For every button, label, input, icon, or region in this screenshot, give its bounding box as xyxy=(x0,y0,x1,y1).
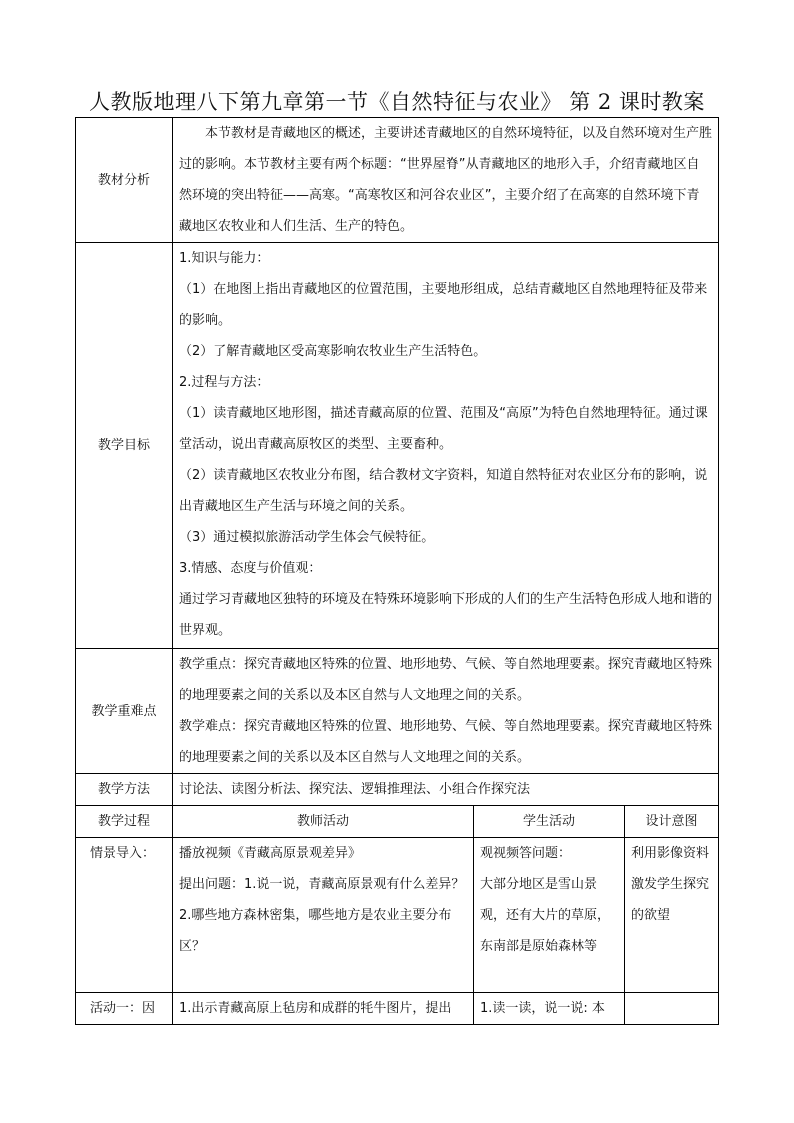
row-methods xyxy=(76,774,719,806)
teacher-line: 提出问题：1.说一说，青藏高原景观有什么差异？ xyxy=(179,877,465,892)
goal-line: （3）通过模拟旅游活动学生体会气候特征。 xyxy=(179,530,435,545)
goal-line: 通过学习青藏地区独特的环境及在特殊环境影响下形成的人们的生产生活特色形成人地和谐的世界观。 xyxy=(179,592,713,638)
row-intro xyxy=(76,838,719,993)
label-methods: 教学方法 xyxy=(76,774,173,806)
row-activity1 xyxy=(76,993,719,1025)
student-line: 大部分地区是雪山景观，还有大片的草原，东南部是原始森林等 xyxy=(480,877,611,954)
label-goals: 教学目标 xyxy=(76,243,173,649)
methods-text: 讨论法、读图分析法、探究法、逻辑推理法、小组合作探究法 xyxy=(173,774,719,806)
header-intent: 设计意图 xyxy=(625,806,719,838)
goal-line: （1）在地图上指出青藏地区的位置范围，主要地形组成，总结青藏地区自然地理特征及带来的影响。 xyxy=(179,282,708,328)
goal-line: 1.知识与能力： xyxy=(179,251,270,266)
label-keypoints: 教学重难点 xyxy=(76,649,173,774)
goal-line: （1）读青藏地区地形图，描述青藏高原的位置、范围及“高原”为特色自然地理特征。通过课堂活动，说出青藏高原牧区的类型、主要畜种。 xyxy=(179,406,708,452)
header-process: 教学过程 xyxy=(76,806,173,838)
row-analysis xyxy=(76,118,719,243)
row-keypoints xyxy=(76,649,719,774)
goal-line: 3.情感、态度与价值观： xyxy=(179,561,322,576)
analysis-text xyxy=(173,118,719,243)
keypoints-content xyxy=(173,649,719,774)
intro-student xyxy=(474,838,625,993)
row-process-header xyxy=(76,806,719,838)
keypoint-line: 教学难点：探究青藏地区特殊的位置、地形地势、气候、等自然地理要素。探究青藏地区特殊的地理要素之间的关系以及本区自然与人文地理之间的关系。 xyxy=(179,719,713,765)
row-goals xyxy=(76,243,719,649)
teacher-line: 2.哪些地方森林密集，哪些地方是农业主要分布区？ xyxy=(179,908,452,954)
intro-teacher xyxy=(173,838,474,993)
lesson-plan-table xyxy=(75,117,719,1025)
header-teacher: 教师活动 xyxy=(173,806,474,838)
activity1-student: 1.读一读，说一说: 本 xyxy=(474,993,625,1025)
document-title: 人教版地理八下第九章第一节《自然特征与农业》 第 2 课时教案 xyxy=(89,90,705,114)
teacher-line: 播放视频《青藏高原景观差异》 xyxy=(179,846,362,861)
goals-content xyxy=(173,243,719,649)
activity1-intent xyxy=(625,993,719,1025)
header-student: 学生活动 xyxy=(474,806,625,838)
goal-line: 2.过程与方法： xyxy=(179,375,270,390)
label-intro: 情景导入： xyxy=(76,838,173,993)
student-line: 观视频答问题： xyxy=(480,846,572,861)
goal-line: （2）了解青藏地区受高寒影响农牧业生产生活特色。 xyxy=(179,344,487,359)
activity1-teacher: 1.出示青藏高原上毡房和成群的牦牛图片，提出 xyxy=(173,993,474,1025)
label-activity1: 活动一：因 xyxy=(76,993,173,1025)
goal-line: （2）读青藏地区农牧业分布图，结合教材文字资料，知道自然特征对农业区分布的影响，说出青藏地区生产生活与环境之间的关系。 xyxy=(179,468,708,514)
label-analysis: 教材分析 xyxy=(76,118,173,243)
keypoint-line: 教学重点：探究青藏地区特殊的位置、地形地势、气候、等自然地理要素。探究青藏地区特殊的地理要素之间的关系以及本区自然与人文地理之间的关系。 xyxy=(179,657,713,703)
intro-intent: 利用影像资料激发学生探究的欲望 xyxy=(625,838,719,993)
analysis-paragraph: 本节教材是青藏地区的概述，主要讲述青藏地区的自然环境特征，以及自然环境对生产胜过的影响。本节教材主要有两个标题：“世界屋脊”从青藏地区的地形入手，介绍青藏地区自然环境的突出特征——高寒。“高寒牧区和河谷农业区”，主要介绍了在高寒的自然环境下青藏地区农牧业和人们生活、生产的特色。 xyxy=(179,126,713,234)
